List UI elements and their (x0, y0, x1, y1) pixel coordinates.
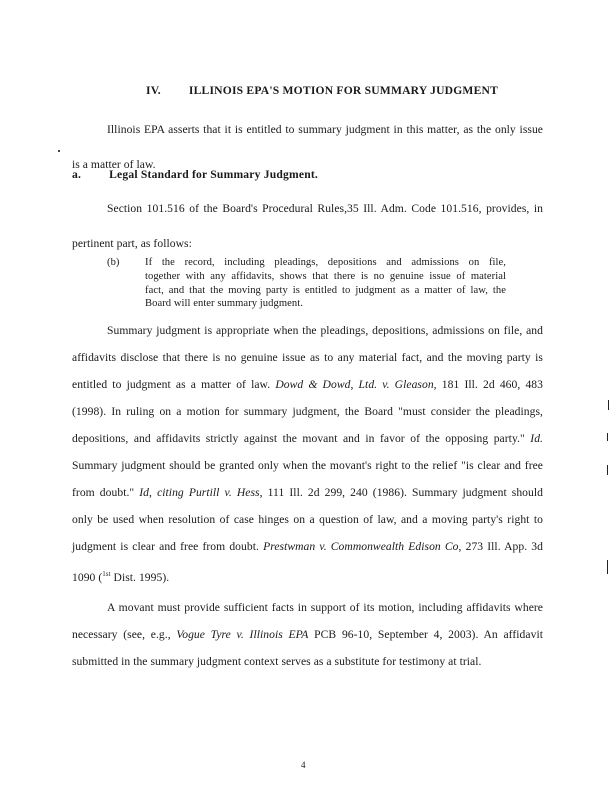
para3-line-1: A movant must provide sufficient facts in support of its motion, including affidavits where (107, 601, 543, 614)
case-cite-dowd: Dowd & Dowd, Ltd. v. Gleason (275, 378, 434, 391)
quote-label: (b) (107, 257, 120, 268)
subsection-letter: a. (72, 168, 82, 181)
para2-line-5a: depositions, and affidavits strictly against the movant and in favor of the opposing party." (72, 432, 531, 445)
cite-id: Id. (530, 432, 543, 445)
para2-line-2: affidavits disclose that there is no genuine issue as to any material fact, and the moving party is (72, 351, 543, 364)
para2-line-10b: Dist. 1995). (110, 570, 170, 584)
para2-line-3 (72, 378, 543, 392)
para2-line-4: (1998). In ruling on a motion for summary judgment, the Board "must consider the pleadings, (72, 405, 543, 418)
scan-mark (608, 400, 609, 410)
para2-line-9c: , 273 Ill. App. 3d (458, 540, 544, 553)
section-heading (146, 84, 498, 98)
para2-line-9 (72, 540, 543, 554)
scan-mark (607, 560, 608, 574)
para2-line-6: Summary judgment should be granted only when the movant's right to the relief "is clear and free (72, 459, 543, 472)
quote-line-4: Board will enter summary judgment. (145, 298, 303, 309)
quote-line-3: fact, and that the moving party is entitled to judgment as a matter of law, the (145, 285, 506, 296)
page-number: 4 (301, 760, 306, 770)
rule-intro-line-2: pertinent part, as follows: (72, 237, 192, 250)
case-cite-purtill: citing Purtill v. Hess (157, 486, 260, 499)
para2-line-1: Summary judgment is appropriate when the pleadings, depositions, admissions on file, and (107, 324, 543, 337)
para2-line-10a: 1090 ( (72, 570, 103, 584)
intro-line-2: is a matter of law. (72, 158, 156, 171)
quote-line-1: If the record, including pleadings, depositions and admissions on file, (145, 257, 506, 268)
scan-mark (607, 433, 608, 441)
para2-line-8: only be used when resolution of case hinges on a question of law, and a moving party's right to (72, 513, 543, 526)
para2-line-5 (72, 432, 543, 446)
subsection-heading (72, 168, 318, 182)
para2-line-3c: , 181 Ill. 2d 460, 483 (433, 378, 543, 391)
superscript-1st: 1st (102, 570, 111, 578)
para3-line-2 (72, 628, 543, 642)
section-title: ILLINOIS EPA'S MOTION FOR SUMMARY JUDGMENT (188, 84, 499, 97)
para2-line-7c: , (149, 486, 158, 499)
para3-line-2c: PCB 96-10, September 4, 2003). An affidavit (308, 628, 543, 641)
subsection-title: Legal Standard for Summary Judgment. (109, 168, 319, 181)
para2-line-7 (72, 486, 543, 500)
case-cite-prestwman: Prestwman v. Commonwealth Edison Co (263, 540, 459, 553)
scan-mark (607, 465, 608, 475)
para2-line-7a: from doubt." (72, 486, 140, 499)
para3-line-3: submitted in the summary judgment context serves as a substitute for testimony at trial. (72, 655, 482, 668)
para2-line-3a: entitled to judgment as a matter of law. (72, 378, 276, 391)
stray-mark (58, 150, 60, 152)
section-number: IV. (146, 84, 161, 97)
cite-id-2: Id (139, 486, 150, 499)
para2-line-9a: judgment is clear and free from doubt. (72, 540, 264, 553)
para2-line-7e: , 111 Ill. 2d 299, 240 (1986). Summary judgment should (259, 486, 543, 499)
para3-line-2a: necessary (see, e.g., (72, 628, 177, 641)
intro-line-1: Illinois EPA asserts that it is entitled to summary judgment in this matter, as the only issue (107, 123, 543, 136)
rule-intro-line-1: Section 101.516 of the Board's Procedural Rules,35 Ill. Adm. Code 101.516, provides, in (107, 202, 543, 215)
para2-line-10 (72, 567, 169, 585)
case-cite-vogue: Vogue Tyre v. Illinois EPA (176, 628, 309, 641)
quote-line-2: together with any affidavits, shows that there is no genuine issue of material (145, 271, 506, 282)
